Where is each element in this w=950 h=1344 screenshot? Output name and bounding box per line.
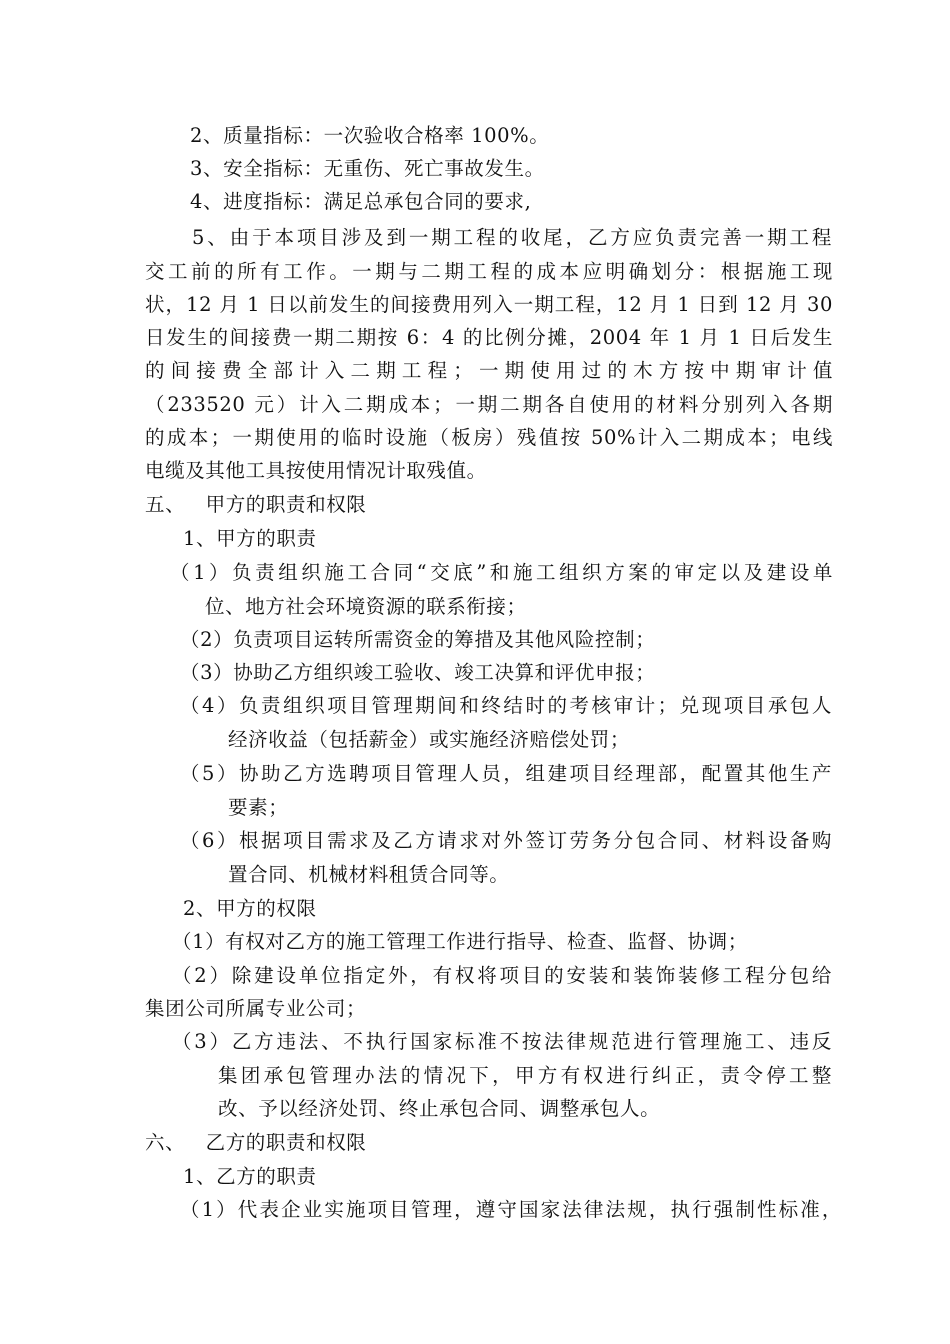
party-a-right-2-line-2: 集团公司所属专业公司； (145, 997, 367, 1020)
safety-indicator-line: 3、安全指标：无重伤、死亡事故发生。 (190, 157, 545, 180)
party-a-right-3-line-3: 改、予以经济处罚、终止承包合同、调整承包人。 (218, 1097, 661, 1120)
section-6-heading: 六、 乙方的职责和权限 (145, 1131, 367, 1154)
paragraph-5-line-1: 5、由于本项目涉及到一期工程的收尾，乙方应负责完善一期工程 (192, 226, 832, 249)
party-a-duty-5-line-1: （5）协助乙方选聘项目管理人员，组建项目经理部，配置其他生产 (180, 762, 832, 785)
party-a-rights-heading: 2、甲方的权限 (183, 897, 317, 920)
paragraph-5-line-5: 的间接费全部计入二期工程；一期使用过的木方按中期审计值 (145, 359, 833, 382)
section-5-heading: 五、 甲方的职责和权限 (145, 493, 367, 516)
paragraph-5-line-3: 状，12 月 1 日以前发生的间接费用列入一期工程，12 月 1 日到 12 月 30 (145, 293, 833, 316)
paragraph-5-line-6: （233520 元）计入二期成本；一期二期各自使用的材料分别列入各期 (145, 393, 833, 416)
paragraph-5-line-2: 交工前的所有工作。一期与二期工程的成本应明确划分：根据施工现 (145, 260, 833, 283)
party-a-duties-heading: 1、甲方的职责 (183, 527, 317, 550)
party-b-duties-heading: 1、乙方的职责 (183, 1165, 317, 1188)
party-b-duty-1-line-1: （1）代表企业实施项目管理，遵守国家法律法规，执行强制性标准， (180, 1198, 842, 1221)
party-a-duty-6-line-2: 置合同、机械材料租赁合同等。 (228, 863, 510, 886)
paragraph-5-line-7: 的成本；一期使用的临时设施（板房）残值按 50%计入二期成本；电线 (145, 426, 833, 449)
party-a-duty-5-line-2: 要素； (228, 796, 289, 819)
party-a-duty-6-line-1: （6）根据项目需求及乙方请求对外签订劳务分包合同、材料设备购 (180, 829, 832, 852)
party-a-duty-4-line-1: （4）负责组织项目管理期间和终结时的考核审计；兑现项目承包人 (180, 694, 832, 717)
quality-indicator-line: 2、质量指标：一次验收合格率 100%。 (190, 124, 550, 147)
schedule-indicator-line: 4、进度指标：满足总承包合同的要求, (190, 190, 532, 213)
party-a-duty-1-line-2: 位、地方社会环境资源的联系衔接； (205, 595, 527, 618)
party-a-duty-3: （3）协助乙方组织竣工验收、竣工决算和评优申报； (180, 661, 656, 684)
party-a-duty-4-line-2: 经济收益（包括薪金）或实施经济赔偿处罚； (228, 728, 631, 751)
party-a-duty-1-line-1: （1）负责组织施工合同“交底”和施工组织方案的审定以及建设单 (170, 561, 833, 584)
party-a-right-3-line-1: （3）乙方违法、不执行国家标准不按法律规范进行管理施工、违反 (172, 1030, 832, 1053)
party-a-right-1: （1）有权对乙方的施工管理工作进行指导、检查、监督、协调； (172, 930, 748, 953)
party-a-right-2-line-1: （2）除建设单位指定外，有权将项目的安装和装饰装修工程分包给 (172, 964, 832, 987)
party-a-right-3-line-2: 集团承包管理办法的情况下，甲方有权进行纠正，责令停工整 (218, 1064, 832, 1087)
party-a-duty-2: （2）负责项目运转所需资金的筹措及其他风险控制； (180, 628, 656, 651)
paragraph-5-line-8: 电缆及其他工具按使用情况计取残值。 (145, 459, 487, 482)
paragraph-5-line-4: 日发生的间接费一期二期按 6：4 的比例分摊，2004 年 1 月 1 日后发生 (145, 326, 833, 349)
